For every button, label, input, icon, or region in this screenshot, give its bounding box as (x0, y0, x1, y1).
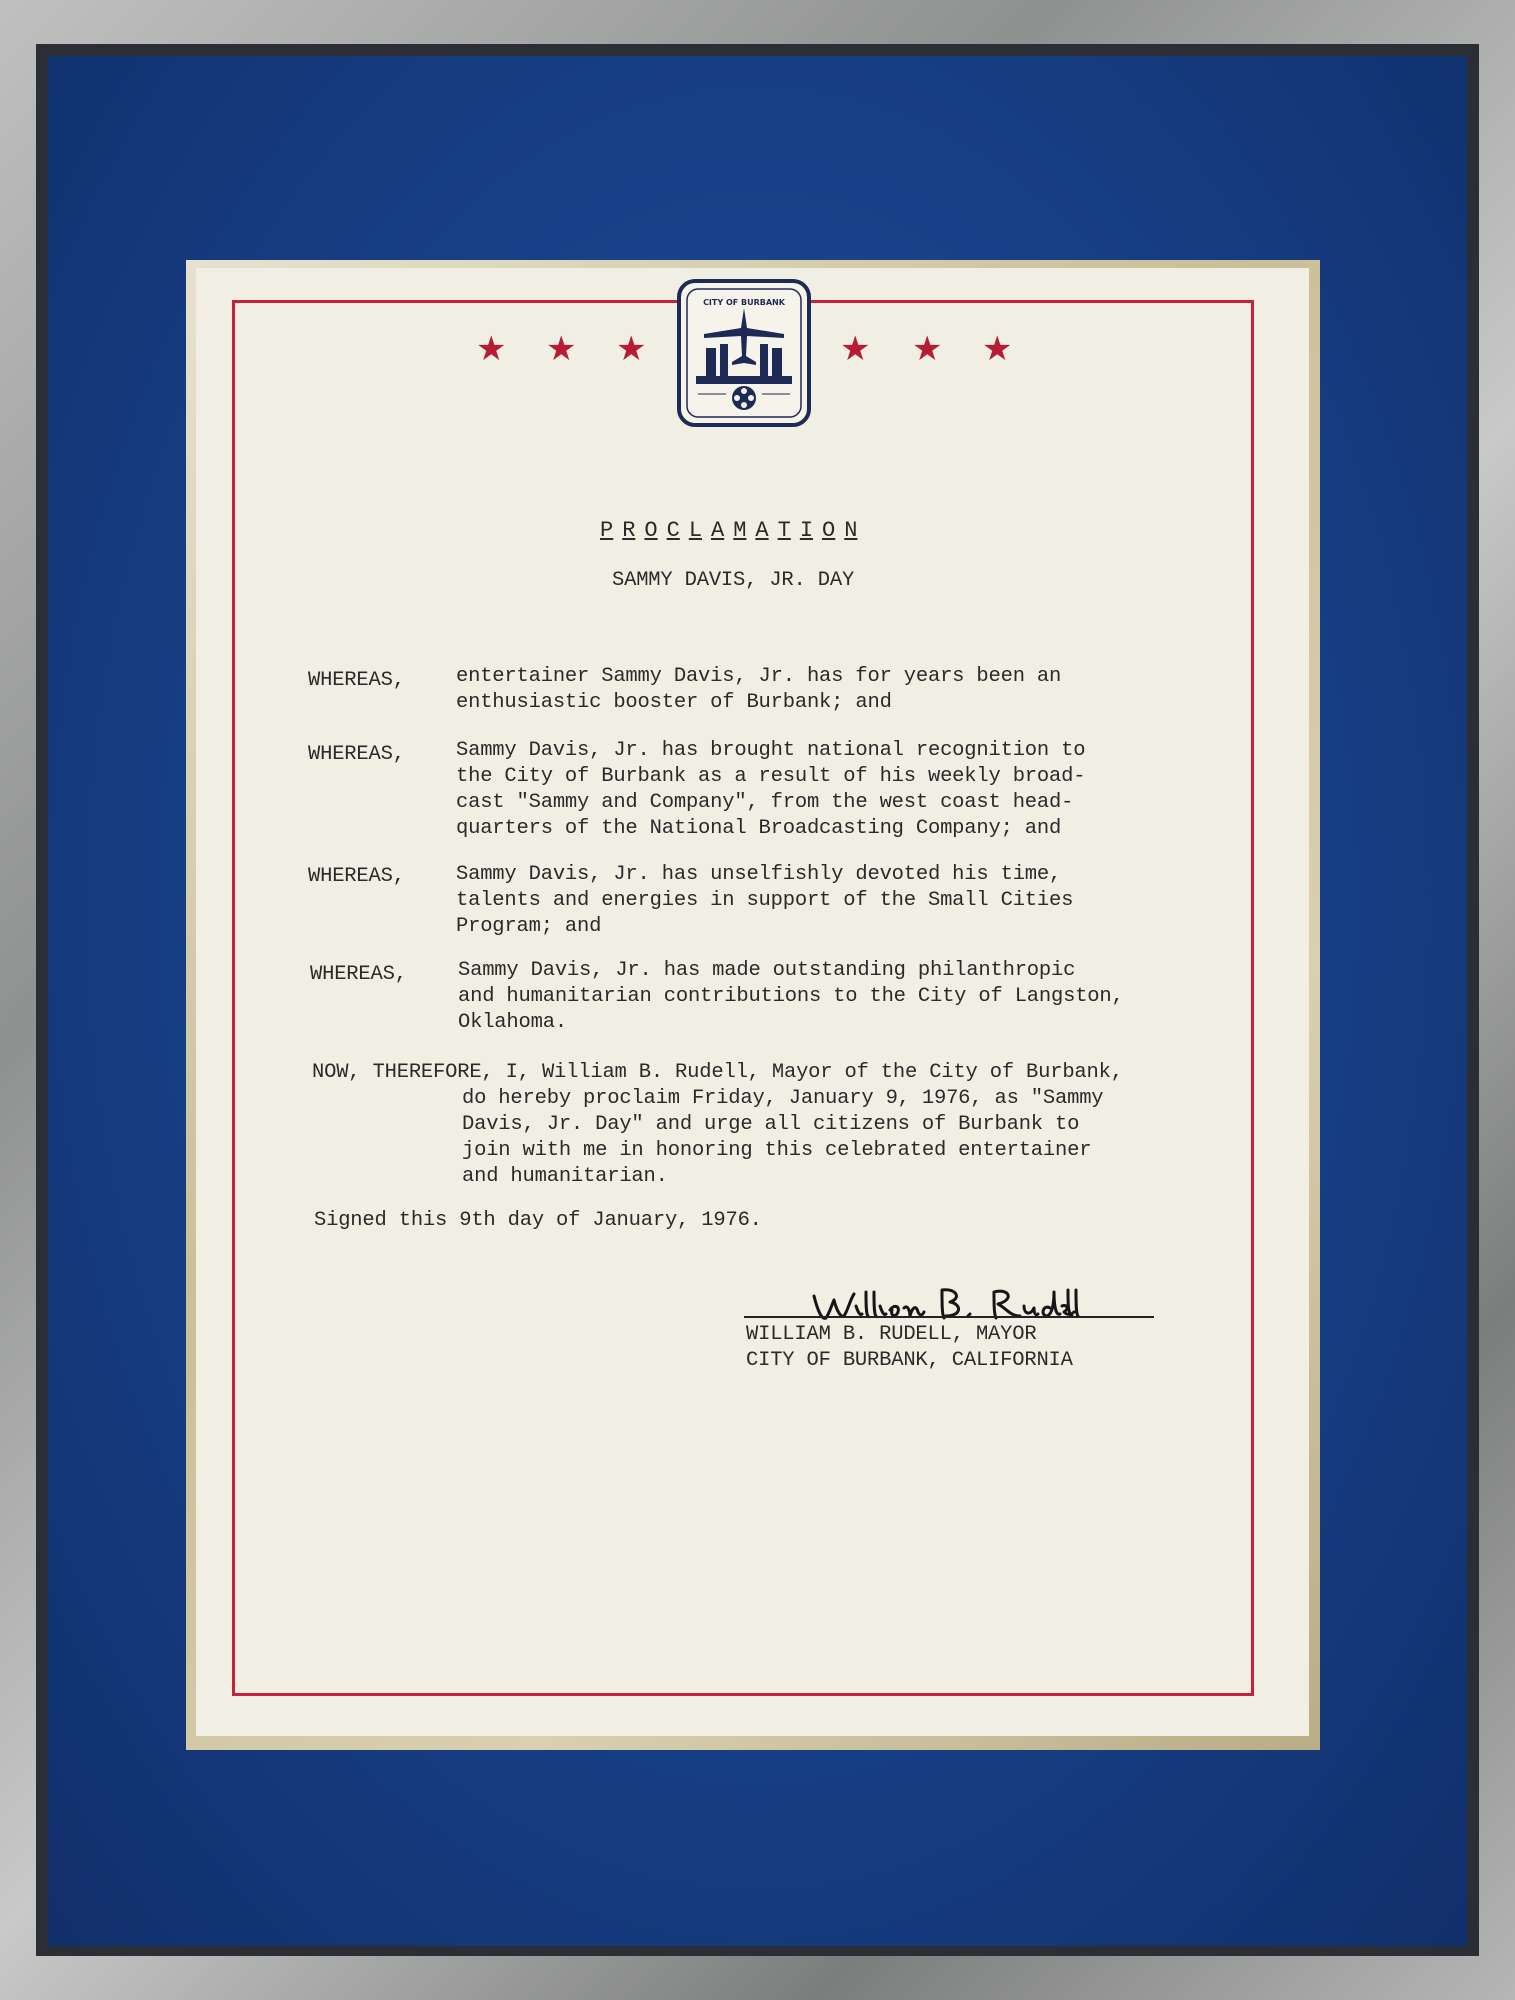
signer-name: WILLIAM B. RUDELL, MAYOR (746, 1323, 1037, 1346)
clause-line: Program; and (456, 915, 602, 938)
clause-label: WHEREAS, (308, 865, 405, 888)
star-icon: ★ (840, 329, 871, 369)
star-icon: ★ (476, 329, 507, 369)
clause-line: quarters of the National Broadcasting Company; and (456, 817, 1062, 840)
svg-text:CITY OF BURBANK: CITY OF BURBANK (703, 298, 785, 307)
star-icon: ★ (982, 329, 1013, 369)
clause-line: Sammy Davis, Jr. has made outstanding philanthropic (458, 959, 1076, 982)
clause-line: Sammy Davis, Jr. has brought national recognition to (456, 739, 1086, 762)
signed-date: Signed this 9th day of January, 1976. (314, 1209, 762, 1232)
therefore-line: NOW, THEREFORE, I, William B. Rudell, Mayor of the City of Burbank, (312, 1061, 1123, 1084)
city-seal-logo (676, 278, 812, 428)
clause-line: Oklahoma. (458, 1011, 567, 1034)
star-icon: ★ (616, 329, 647, 369)
title-text: P R O C L A M A T I O N (600, 518, 858, 543)
therefore-line: join with me in honoring this celebrated entertainer (462, 1139, 1092, 1162)
star-icon: ★ (546, 329, 577, 369)
clause-line: talents and energies in support of the Small Cities (456, 889, 1074, 912)
clause-line: Sammy Davis, Jr. has unselfishly devoted his time, (456, 863, 1062, 886)
therefore-line: do hereby proclaim Friday, January 9, 1976, as "Sammy (462, 1087, 1104, 1110)
clause-label: WHEREAS, (308, 669, 405, 692)
clause-line: cast "Sammy and Company", from the west coast head- (456, 791, 1074, 814)
page-title (600, 518, 890, 543)
clause-line: entertainer Sammy Davis, Jr. has for years been an (456, 665, 1062, 688)
clause-label: WHEREAS, (310, 963, 407, 986)
signature-line (744, 1316, 1154, 1318)
clause-label: WHEREAS, (308, 743, 405, 766)
clause-line: enthusiastic booster of Burbank; and (456, 691, 892, 714)
clause-line: and humanitarian contributions to the City of Langston, (458, 985, 1124, 1008)
star-icon: ★ (912, 329, 943, 369)
signer-title: CITY OF BURBANK, CALIFORNIA (746, 1349, 1073, 1372)
therefore-line: Davis, Jr. Day" and urge all citizens of Burbank to (462, 1113, 1080, 1136)
therefore-line: and humanitarian. (462, 1165, 668, 1188)
clause-line: the City of Burbank as a result of his weekly broad- (456, 765, 1086, 788)
subtitle: SAMMY DAVIS, JR. DAY (612, 569, 855, 592)
